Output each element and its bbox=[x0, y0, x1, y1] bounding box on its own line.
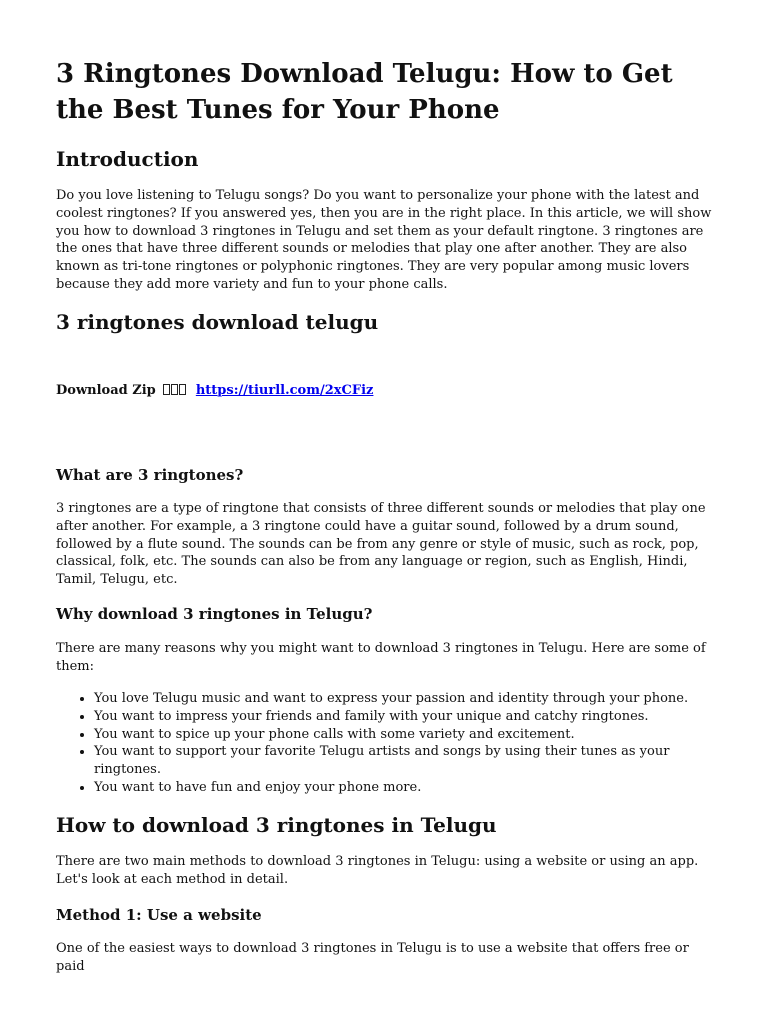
keyword-heading: 3 ringtones download telugu bbox=[56, 310, 379, 334]
download-link[interactable]: https://tiurll.com/2xCFiz bbox=[195, 383, 374, 398]
intro-paragraph: Do you love listening to Telugu songs? Do you want to personalize your phone with the latest and coolest ringtones? If you answered yes, then you are in the right place. In this article, we will show you how to download 3 ringtones in Telugu and set them as your default ringtone. 3 ringtones are the ones that have three different sounds or melodies that play one after another. They are also known as tri-tone ringtones or polyphonic ringtones. They are very popular among music lovers because they add more variety and fun to your phone calls. bbox=[56, 188, 712, 292]
download-label: Download Zip bbox=[56, 383, 156, 398]
what-are-heading: What are 3 ringtones? bbox=[56, 466, 244, 484]
intro-heading: Introduction bbox=[56, 147, 199, 171]
list-item: • You want to impress your friends and family with your unique and catchy ringtones. bbox=[94, 708, 714, 726]
why-heading: Why download 3 ringtones in Telugu? bbox=[56, 605, 373, 623]
list-item: • You want to spice up your phone calls with some variety and excitement. bbox=[94, 726, 714, 744]
how-heading: How to download 3 ringtones in Telugu bbox=[56, 813, 497, 837]
reasons-list bbox=[56, 690, 714, 797]
list-item: • You love Telugu music and want to express your passion and identity through your phone. bbox=[94, 690, 714, 708]
arrow-glyph-icon bbox=[163, 383, 187, 398]
why-paragraph: There are many reasons why you might want to download 3 ringtones in Telugu. Here are some of them: bbox=[56, 641, 706, 674]
article-title: 3 Ringtones Download Telugu: How to Get the Best Tunes for Your Phone bbox=[56, 59, 673, 125]
method1-heading: Method 1: Use a website bbox=[56, 906, 262, 924]
list-item: • You want to have fun and enjoy your phone more. bbox=[94, 779, 714, 797]
method1-paragraph: One of the easiest ways to download 3 ringtones in Telugu is to use a website that offers free or paid bbox=[56, 941, 689, 974]
download-line bbox=[56, 382, 373, 400]
how-paragraph: There are two main methods to download 3 ringtones in Telugu: using a website or using an app. Let's look at each method in detail. bbox=[56, 854, 699, 887]
list-item: • You want to support your favorite Telugu artists and songs by using their tunes as your ringtones. bbox=[94, 743, 714, 779]
what-are-paragraph: 3 ringtones are a type of ringtone that consists of three different sounds or melodies that play one after another. For example, a 3 ringtone could have a guitar sound, followed by a drum sound, followed by a flute sound. The sounds can be from any genre or style of music, such as rock, pop, classical, folk, etc. The sounds can also be from any language or region, such as English, Hindi, Tamil, Telugu, etc. bbox=[56, 501, 706, 588]
